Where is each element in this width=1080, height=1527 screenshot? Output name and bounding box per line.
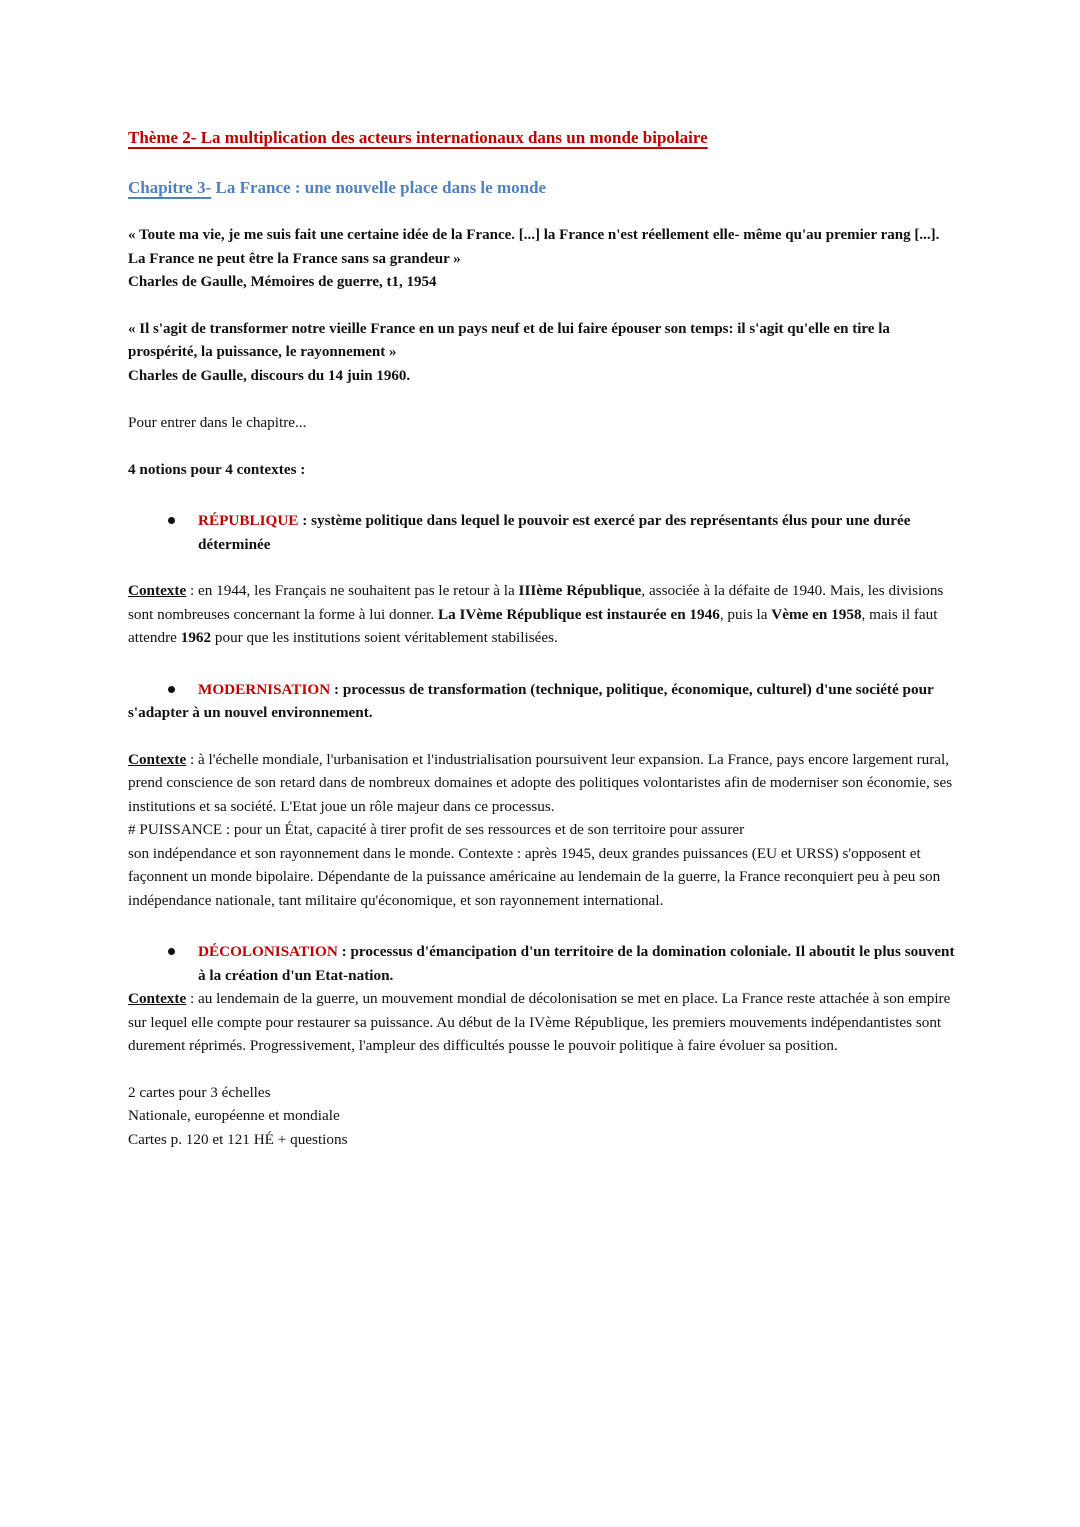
- context-label: Contexte: [128, 750, 187, 768]
- notion-term: MODERNISATION: [198, 680, 331, 698]
- context-text: , mais il faut attendre: [128, 605, 938, 646]
- context-emphasis: La IVème République est instaurée en 1946: [438, 605, 720, 623]
- context-text: : au lendemain de la guerre, un mouvement mondial de décolonisation se met en place. La France reste attachée à son empire sur lequel elle compte pour restaurer sa puissance. Au début de la IVème République, les premiers mouvements indépendantistes sont durement réprimés. Progressivement, l'ampleur des difficultés pousse le pouvoir politique à faire évoluer sa position.: [128, 990, 951, 1054]
- notion-republique: [128, 509, 958, 556]
- notion-definition: : processus d'émancipation d'un territoire de la domination coloniale. Il aboutit le plus souvent à la création d'un Etat-nation.: [198, 943, 955, 984]
- notion-puissance-context: son indépendance et son rayonnement dans le monde. Contexte : après 1945, deux grandes puissances (EU et URSS) s'opposent et façonnent un monde bipolaire. Dépendante de la puissance américaine au lendemain de la guerre, la France reconquiert peu à peu son indépendance nationale, tant militaire qu'économique, et son rayonnement international.: [128, 844, 941, 909]
- context-text: , puis la: [719, 605, 772, 623]
- context-text: , associée à la défaite de 1940. Mais, les divisions sont nombreuses concernant la forme à lui donner.: [128, 582, 944, 623]
- intro-text: Pour entrer dans le chapitre...: [128, 414, 307, 431]
- context-label: Contexte: [128, 582, 187, 599]
- quote-source: Charles de Gaulle, Mémoires de guerre, t1, 1954: [128, 274, 437, 290]
- quote-de-gaulle-discours: [128, 318, 958, 389]
- context-emphasis: 1962: [180, 629, 212, 646]
- context-text: : à l'échelle mondiale, l'urbanisation et l'industrialisation poursuivent leur expansion. La France, pays encore largement rural, prend conscience de son retard dans de nombreux domaines et adopte des politiques volontaristes afin de moderniser son économie, ses institutions et sa société. L'Etat joue un rôle majeur dans ce processus.: [128, 750, 953, 815]
- cartes-line: 2 cartes pour 3 échelles: [128, 1083, 271, 1101]
- context-republique: [128, 579, 958, 650]
- cartes-line: Nationale, européenne et mondiale: [128, 1107, 340, 1124]
- chapter-label: Chapitre 3-: [128, 178, 212, 197]
- notion-decolonisation: [128, 940, 958, 987]
- context-emphasis: Vème en 1958: [771, 605, 862, 623]
- context-modernisation: [128, 748, 958, 819]
- cartes-section: [128, 1081, 958, 1152]
- notion-puissance-line: # PUISSANCE : pour un État, capacité à tirer profit de ses ressources et de son territoire pour assurer: [128, 821, 745, 838]
- quote-text: « Toute ma vie, je me suis fait une certaine idée de la France. [...] la France n'est réellement elle- même qu'au premier rang [...]. La France ne peut être la France sans sa grandeur »: [128, 227, 940, 267]
- context-label: Contexte: [128, 990, 187, 1007]
- notion-definition: : processus de transformation (technique, politique, économique, culturel) d'une société pour s'adapter à un nouvel environnement.: [128, 680, 934, 721]
- bullet-icon: [168, 686, 175, 693]
- notion-definition: : système politique dans lequel le pouvoir est exercé par des représentants élus pour une durée déterminée: [198, 512, 911, 553]
- quote-text: « Il s'agit de transformer notre vieille France en un pays neuf et de lui faire épouser son temps: il s'agit qu'elle en tire la prospérité, la puissance, le rayonnement »: [128, 320, 890, 360]
- document-page: [128, 126, 958, 1151]
- notion-term: DÉCOLONISATION: [198, 943, 338, 960]
- chapter-heading: La France : une nouvelle place dans le monde: [211, 178, 547, 197]
- notion-modernisation: [128, 678, 958, 725]
- notion-term: RÉPUBLIQUE: [198, 512, 299, 529]
- context-text: pour que les institutions soient véritablement stabilisées.: [211, 629, 558, 646]
- quote-de-gaulle-memoires: [128, 224, 958, 295]
- context-decolonisation: [128, 987, 958, 1058]
- cartes-line: Cartes p. 120 et 121 HÉ + questions: [128, 1130, 348, 1148]
- bullet-icon: [168, 517, 175, 524]
- quote-source: Charles de Gaulle, discours du 14 juin 1960.: [128, 367, 411, 384]
- context-emphasis: IIIème République: [518, 582, 642, 599]
- chapter-title: [128, 176, 958, 200]
- theme-title: Thème 2- La multiplication des acteurs internationaux dans un monde bipolaire: [128, 128, 708, 147]
- context-text: : en 1944, les Français ne souhaitent pas le retour à la: [186, 582, 519, 599]
- notions-heading: 4 notions pour 4 contextes :: [128, 460, 306, 478]
- bullet-icon: [168, 948, 175, 955]
